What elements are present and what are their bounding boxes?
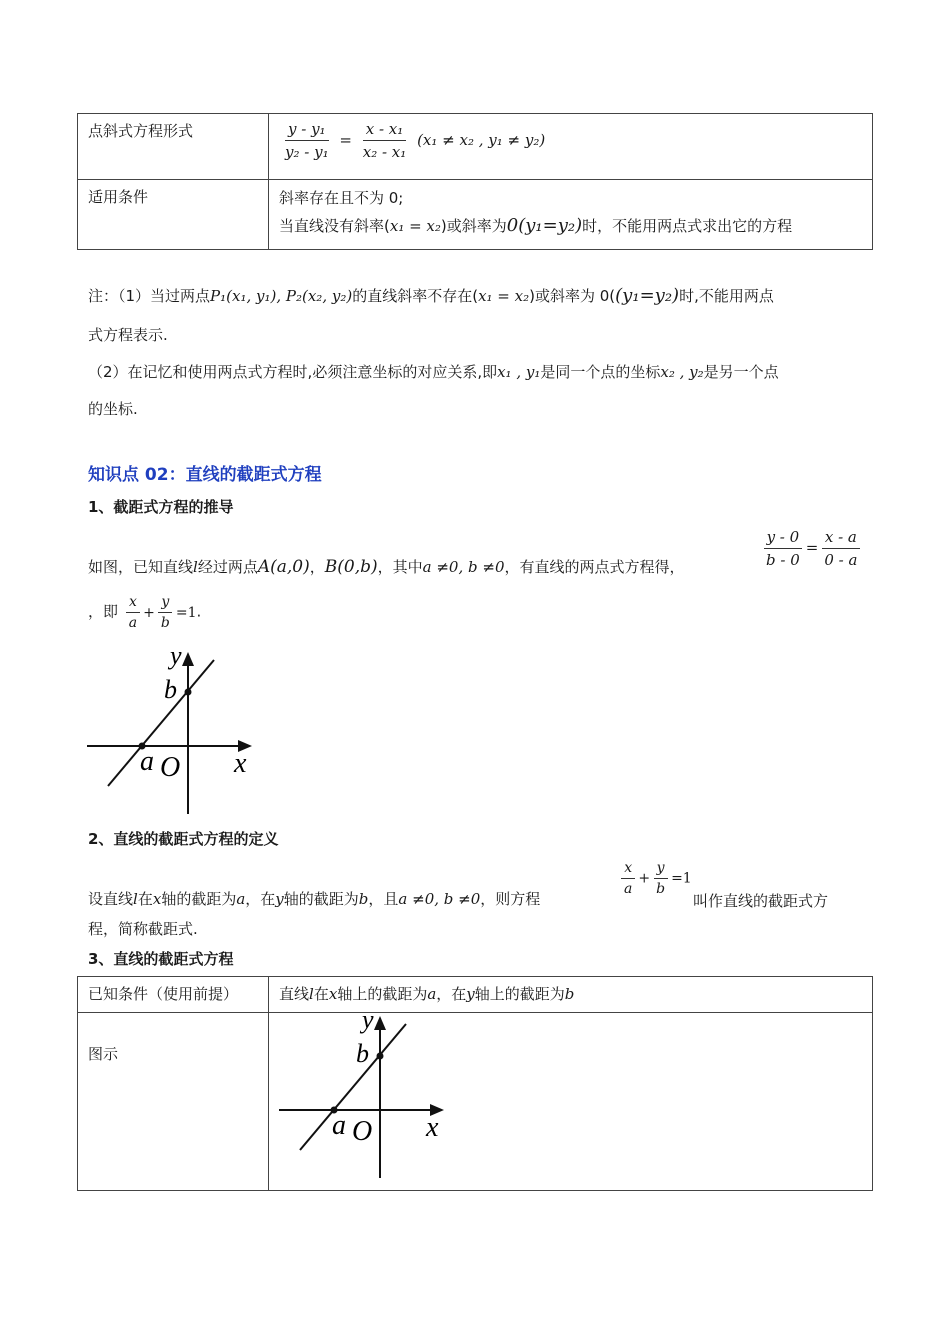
two-point-form-table: [77, 113, 873, 250]
label-x: x: [426, 1112, 439, 1143]
section-title: 知识点 02：直线的截距式方程: [88, 465, 322, 485]
conditions-cell: 斜率存在且不为 0; 当直线没有斜率(x₁ = x₂)或斜率为0(y₁=y₂)时，不能用两点式求出它的方程: [269, 180, 873, 250]
derivation-paragraph: 如图，已知直线l经过两点A(a,0)，B(0,b)，其中a ≠0, b ≠0，有直线的两点式方程得，: [88, 557, 685, 577]
heading-definition: 2、直线的截距式方程的定义: [88, 830, 279, 848]
label-b: b: [164, 675, 177, 704]
precondition-cell: 直线l在x轴上的截距为a，在y轴上的截距为b: [269, 977, 873, 1013]
label-x: x: [234, 748, 247, 779]
two-point-formula-cell: $\frac{\text{y - y₁}}{\text{y₂ - y₁}}$ = $\frac{\text{x - x₁}}{\text{x₂ - x₁}}$ (x₁ ≠ x₂ , y₁ ≠ y₂): [269, 114, 873, 180]
y-axis-arrow: [182, 652, 194, 666]
y-axis-arrow: [374, 1016, 386, 1030]
intercept-graph-2: [276, 1004, 456, 1184]
note-paragraph-1-cont: 式方程表示.: [88, 326, 168, 344]
intercept-result: ，即 $\frac{x}{a}$ + $\frac{y}{b}$ =1.: [88, 594, 202, 631]
intercept-graph-1: [84, 640, 264, 820]
row-label-precondition: 已知条件（使用前提）: [78, 977, 269, 1013]
label-y: y: [362, 1005, 374, 1034]
row-label-conditions: 适用条件: [78, 180, 269, 250]
label-y: y: [170, 641, 182, 670]
definition-paragraph: 设直线l在x轴的截距为a，在y轴的截距为b，且a ≠0, b ≠0，则方程: [88, 890, 541, 908]
row-label-diagram: 图示: [78, 1013, 269, 1191]
point-b: [185, 689, 192, 696]
note-paragraph-2: （2）在记忆和使用两点式方程时,必须注意坐标的对应关系,即x₁ , y₁是同一个点的坐标x₂ , y₂是另一个点: [88, 363, 779, 381]
label-a: a: [332, 1110, 346, 1141]
intercept-formula: $\frac{x}{a}$ + $\frac{y}{b}$ =1: [618, 860, 692, 897]
heading-derivation: 1、截距式方程的推导: [88, 498, 234, 516]
heading-intercept-equation: 3、直线的截距式方程: [88, 950, 234, 968]
note-paragraph-2-cont: 的坐标.: [88, 400, 138, 418]
label-O: O: [160, 752, 181, 783]
label-O: O: [352, 1116, 373, 1147]
definition-tail: 叫作直线的截距式方: [693, 892, 829, 910]
intercept-form-table: [77, 976, 873, 1191]
note-paragraph-1: 注：（1）当过两点P₁(x₁, y₁), P₂(x₂, y₂)的直线斜率不存在(x₁ = x₂)或斜率为 0((y₁=y₂)时,不能用两点: [88, 285, 774, 306]
label-b: b: [356, 1039, 369, 1068]
definition-paragraph-cont: 程，简称截距式.: [88, 920, 198, 938]
row-label-point-slope: 点斜式方程形式: [78, 114, 269, 180]
point-b: [377, 1053, 384, 1060]
two-point-fraction: $\frac{y - 0}{b - 0}$ = $\frac{x - a}{0 - a}$: [760, 528, 863, 569]
label-a: a: [140, 746, 154, 777]
